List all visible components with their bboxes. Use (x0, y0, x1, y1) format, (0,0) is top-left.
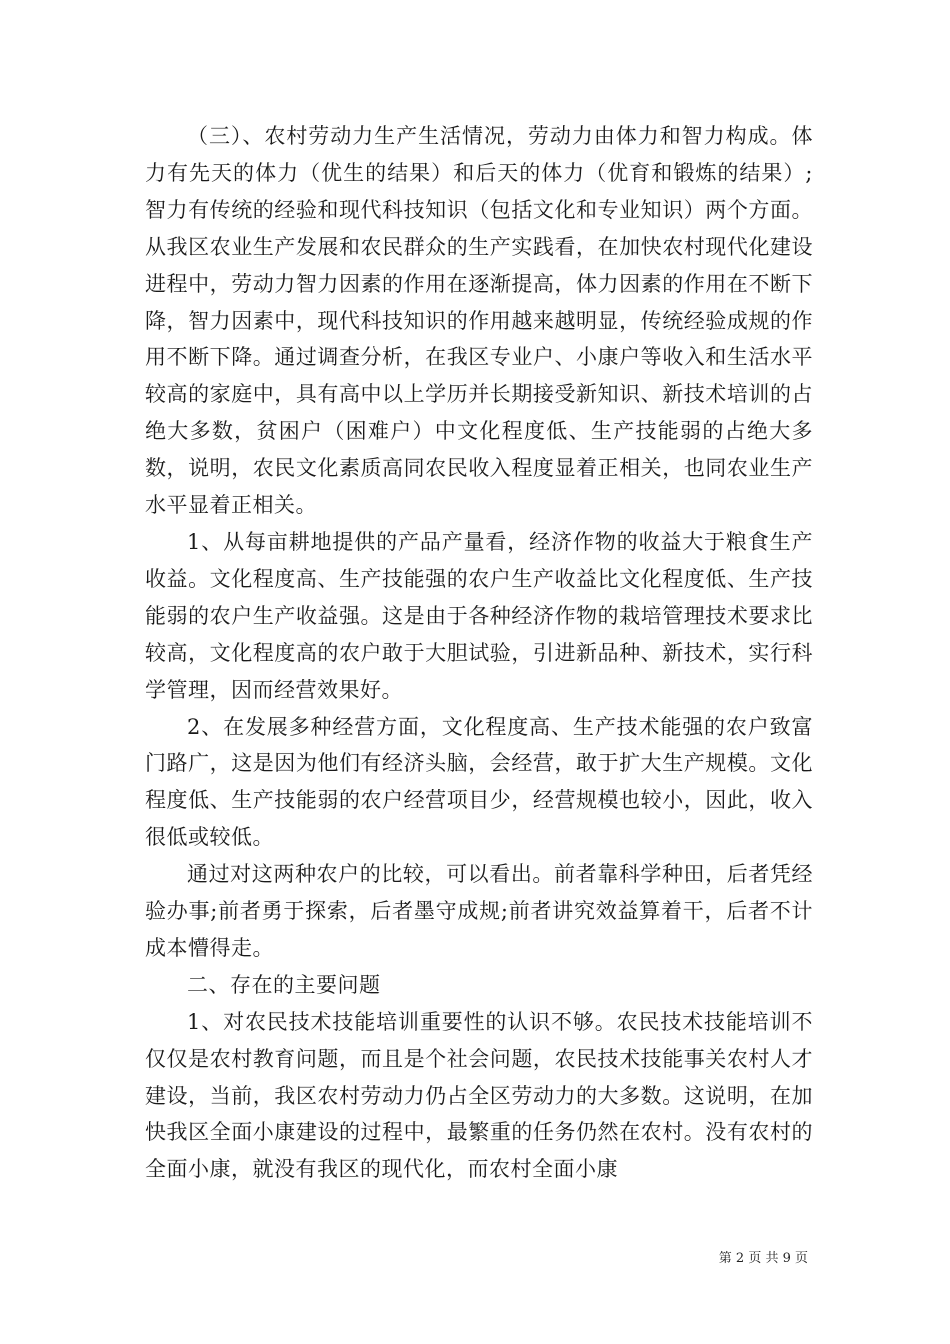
paragraph: 1、从每亩耕地提供的产品产量看，经济作物的收益大于粮食生产收益。文化程度高、生产技能强的农户生产收益比文化程度低、生产技能弱的农户生产收益强。这是由于各种经济作物的栽培管理技术要求比较高，文化程度高的农户敢于大胆试验，引进新品种、新技术，实行科学管理，因而经营效果好。 (145, 529, 813, 702)
document-body (145, 118, 813, 1188)
paragraph: 通过对这两种农户的比较，可以看出。前者靠科学种田，后者凭经验办事;前者勇于探索，后者墨守成规;前者讲究效益算着干，后者不计成本懵得走。 (145, 862, 813, 960)
section-heading: 二、存在的主要问题 (187, 972, 381, 997)
paragraph: 1、对农民技术技能培训重要性的认识不够。农民技术技能培训不仅仅是农村教育问题，而且是个社会问题，农民技术技能事关农村人才建设，当前，我区农村劳动力仍占全区劳动力的大多数。这说明，在加快我区全面小康建设的过程中，最繁重的任务仍然在农村。没有农村的全面小康，就没有我区的现代化，而农村全面小康 (145, 1009, 813, 1182)
paragraph: （三）、农村劳动力生产生活情况，劳动力由体力和智力构成。体力有先天的体力（优生的结果）和后天的体力（优育和锻炼的结果）;智力有传统的经验和现代科技知识（包括文化和专业知识）两个方面。从我区农业生产发展和农民群众的生产实践看，在加快农村现代化建设进程中，劳动力智力因素的作用在逐渐提高，体力因素的作用在不断下降，智力因素中，现代科技知识的作用越来越明显，传统经验成规的作用不断下降。通过调查分析，在我区专业户、小康户等收入和生活水平较高的家庭中，具有高中以上学历并长期接受新知识、新技术培训的占绝大多数，贫困户（困难户）中文化程度低、生产技能弱的占绝大多数，说明，农民文化素质高同农民收入程度显着正相关，也同农业生产水平显着正相关。 (145, 124, 813, 518)
paragraph: 2、在发展多种经营方面，文化程度高、生产技术能强的农户致富门路广，这是因为他们有经济头脑，会经营，敢于扩大生产规模。文化程度低、生产技能弱的农户经营项目少，经营规模也较小，因此，收入很低或较低。 (145, 714, 813, 850)
page-number-footer: 第 2 页 共 9 页 (718, 1251, 808, 1266)
